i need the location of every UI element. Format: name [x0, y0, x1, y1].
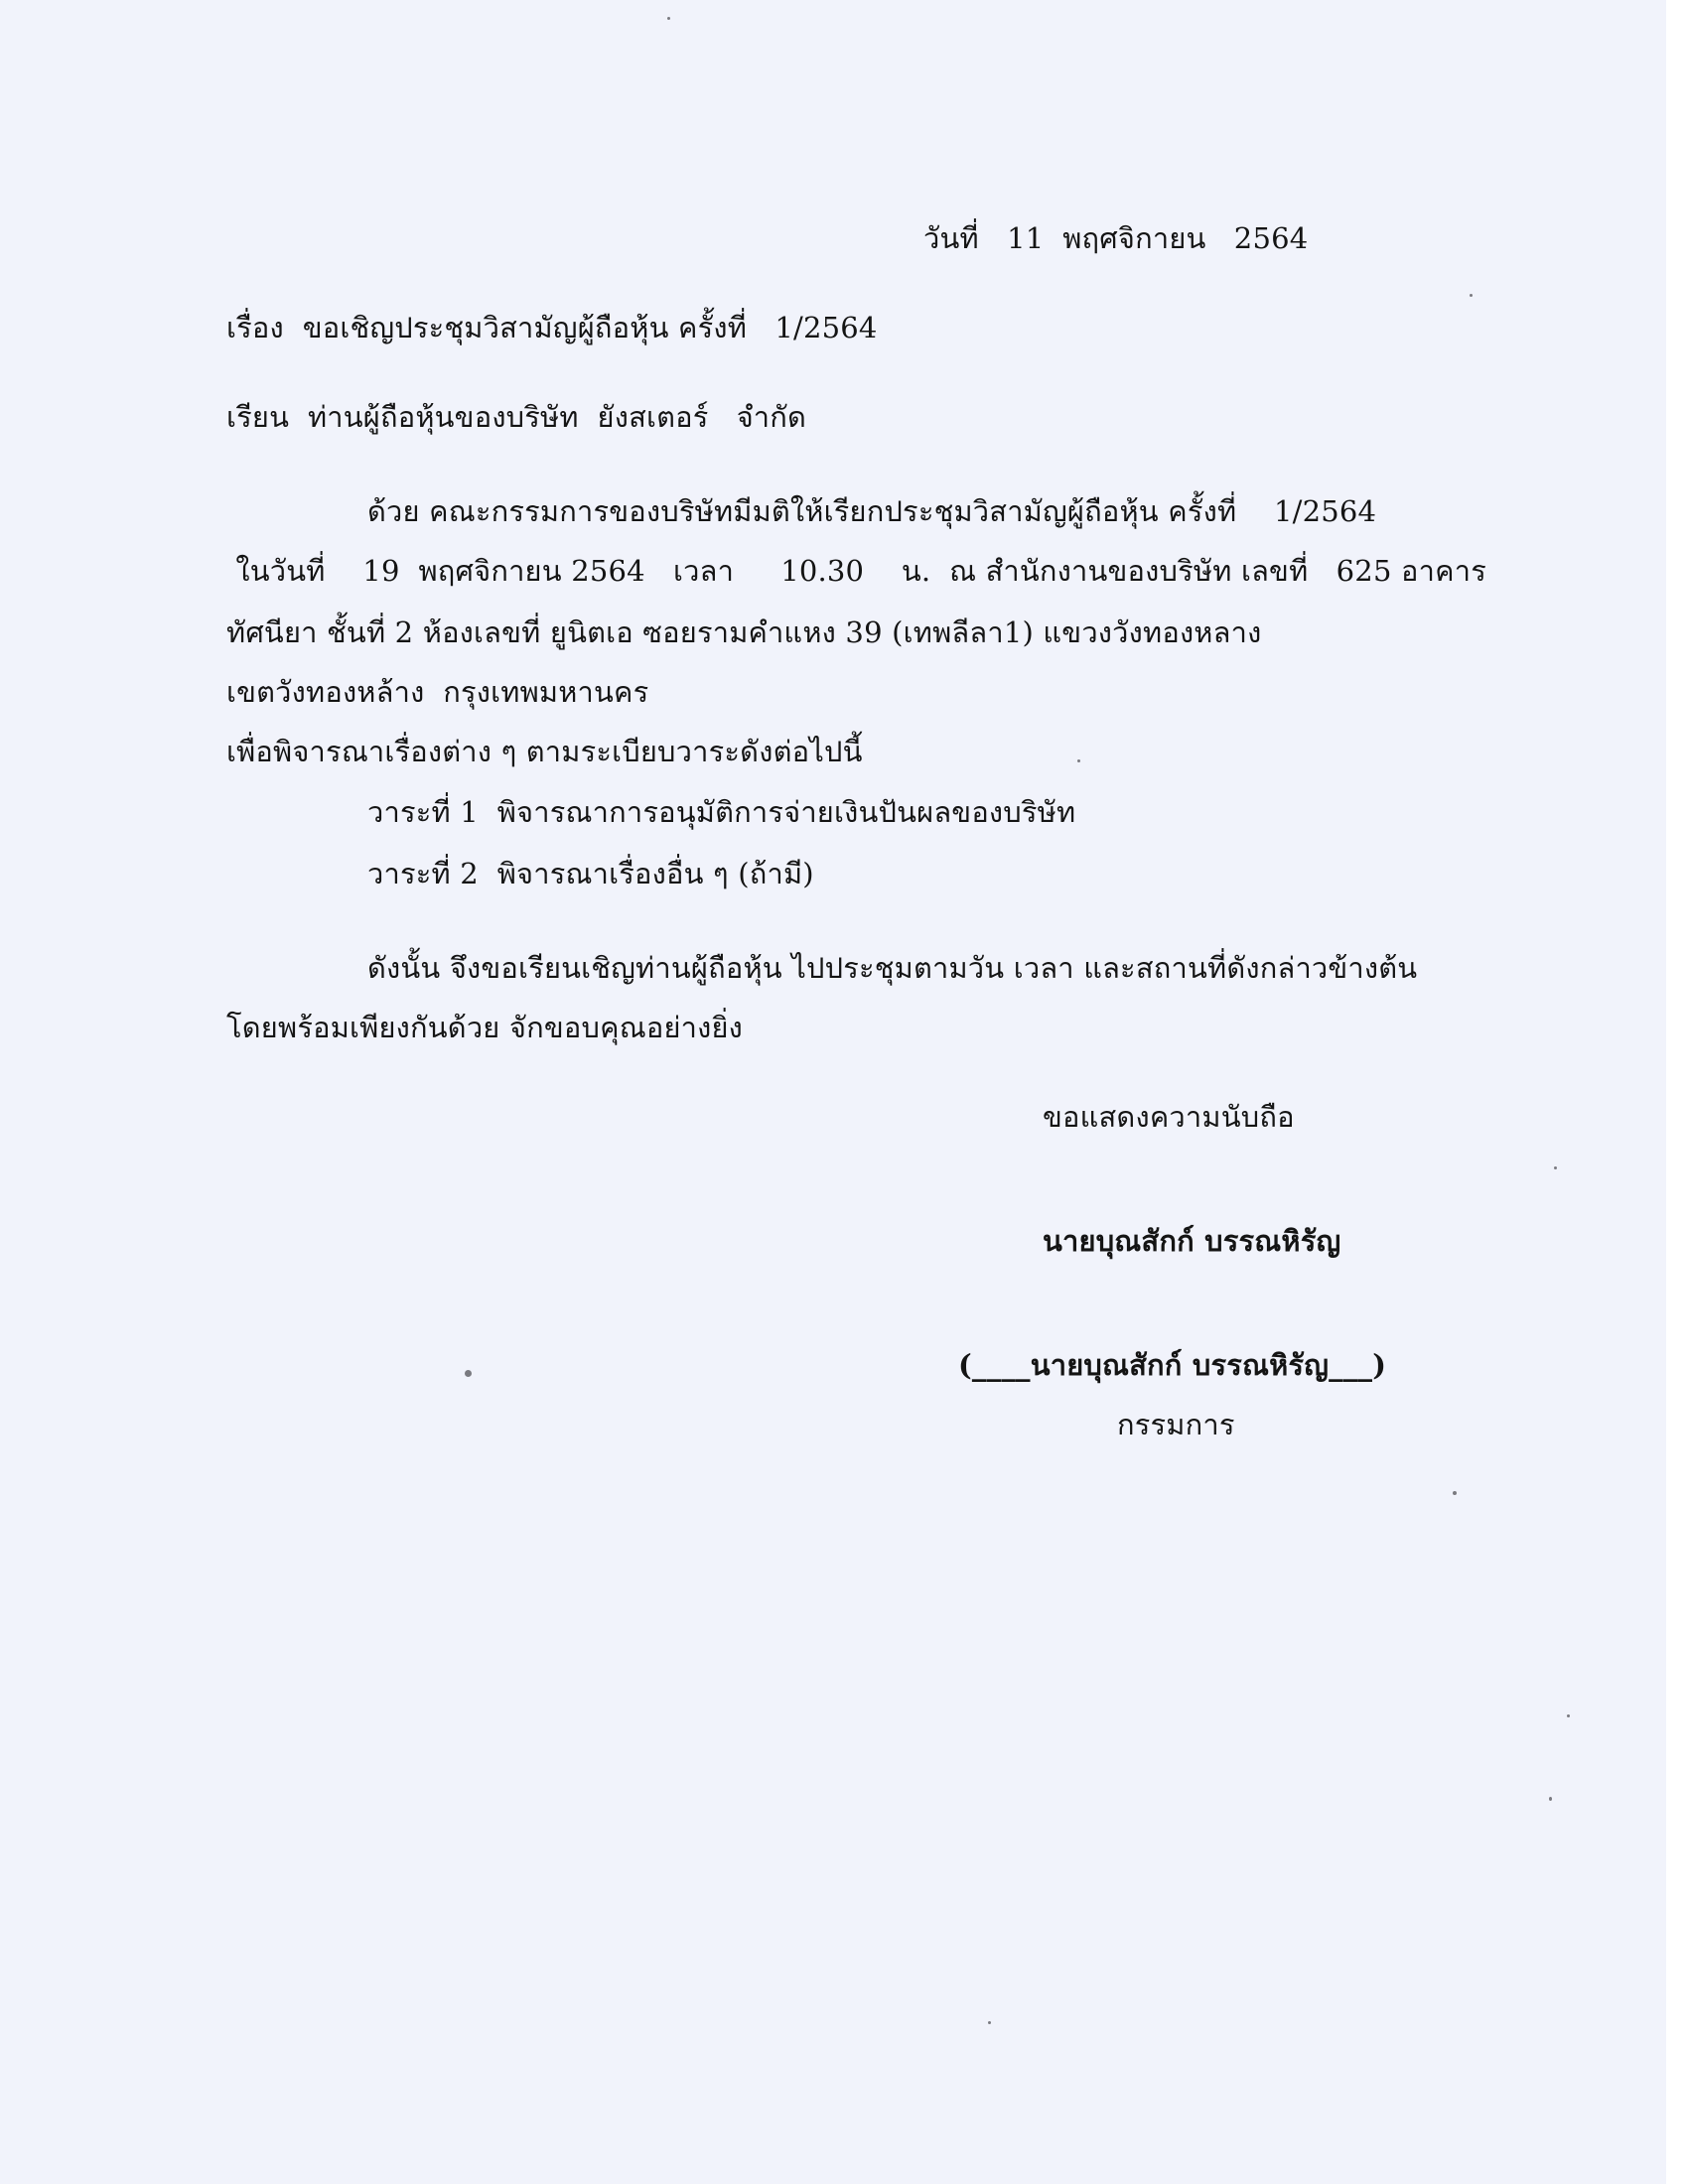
- closing-line-1: ดังนั้น จึงขอเรียนเชิญท่านผู้ถือหุ้น ไปประชุมตามวัน เวลา และสถานที่ดังกล่าวข้างต้น: [367, 951, 1418, 985]
- letter-recipient: เรียน ท่านผู้ถือหุ้นของบริษัท ยังสเตอร์ จำกัด: [226, 400, 807, 434]
- scan-speck: [465, 1370, 472, 1377]
- scan-page-edge: [1666, 0, 1688, 2184]
- signature: นายบุณสักก์ บรรณหิรัญ: [1043, 1224, 1341, 1258]
- scan-speck: [1453, 1491, 1457, 1495]
- printed-name: (____นายบุณสักก์ บรรณหิรัญ___): [958, 1348, 1387, 1382]
- agenda-item-2: วาระที่ 2 พิจารณาเรื่องอื่น ๆ (ถ้ามี): [367, 857, 814, 890]
- regards: ขอแสดงความนับถือ: [1043, 1100, 1295, 1134]
- scan-speck: [988, 2021, 991, 2024]
- scan-speck: [1549, 1797, 1552, 1801]
- body-line-5: เพื่อพิจารณาเรื่องต่าง ๆ ตามระเบียบวาระดังต่อไปนี้: [226, 735, 863, 768]
- scan-speck: [1470, 294, 1473, 297]
- agenda-item-1: วาระที่ 1 พิจารณาการอนุมัติการจ่ายเงินปันผลของบริษัท: [367, 795, 1076, 829]
- scan-speck: [1077, 759, 1080, 762]
- body-line-2: ในวันที่ 19 พฤศจิกายน 2564 เวลา 10.30 น. ณ สำนักงานของบริษัท เลขที่ 625 อาคาร: [226, 554, 1486, 588]
- letter-date: วันที่ 11 พฤศจิกายน 2564: [923, 221, 1309, 255]
- body-line-3: ทัศนียา ชั้นที่ 2 ห้องเลขที่ ยูนิตเอ ซอยรามคำแหง 39 (เทพลีลา1) แขวงวังทองหลาง: [226, 615, 1262, 649]
- body-line-1: ด้วย คณะกรรมการของบริษัทมีมติให้เรียกประชุมวิสามัญผู้ถือหุ้น ครั้งที่ 1/2564: [367, 494, 1377, 528]
- scan-speck: [667, 17, 670, 20]
- scan-speck: [1567, 1714, 1570, 1717]
- signer-position: กรรมการ: [1117, 1408, 1235, 1441]
- scan-speck: [1554, 1166, 1557, 1169]
- letter-subject: เรื่อง ขอเชิญประชุมวิสามัญผู้ถือหุ้น ครั้งที่ 1/2564: [226, 311, 878, 344]
- body-line-4: เขตวังทองหล้าง กรุงเทพมหานคร: [226, 675, 649, 709]
- closing-line-2: โดยพร้อมเพียงกันด้วย จักขอบคุณอย่างยิ่ง: [226, 1011, 744, 1044]
